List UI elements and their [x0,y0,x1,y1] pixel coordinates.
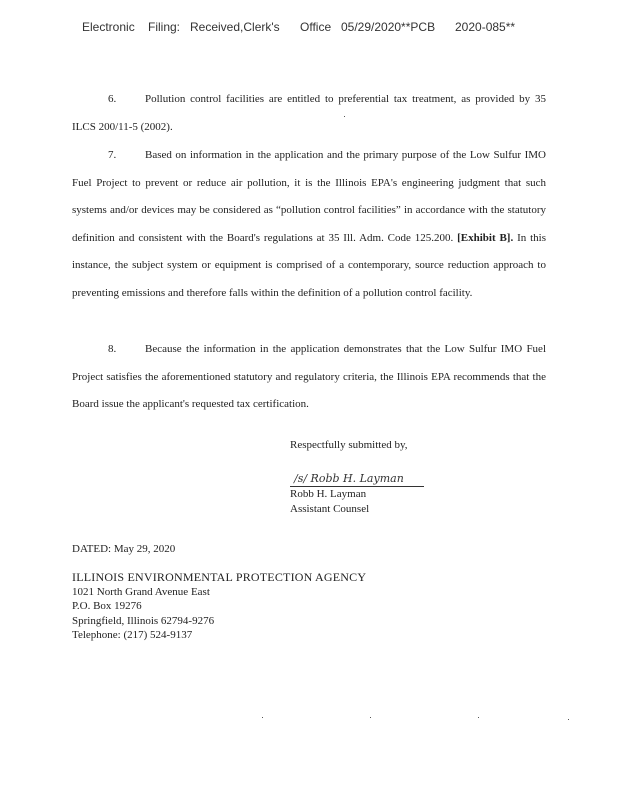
paragraph-7-number: 7. [108,149,117,161]
paragraph-8 [72,336,546,419]
scan-speck [370,717,371,718]
header-office: Office [300,20,332,34]
signatory-title: Assistant Counsel [290,502,370,515]
paragraph-7-text-a: Based on information in the application and the primary purpose of the Low Sulfur IMO Fuel Project to prevent or reduce air pollution, it is the Illinois EPA's engineering judgment that such systems and/or devices may be considered as “pollution control facilities” in accordance with the statutory definition and consistent with the Board's regulations at 35 Ill. Adm. Code 125.200. [72,149,546,244]
signature-closing: Respectfully submitted by, [290,439,408,451]
paragraph-7-text-b: In this instance, the subject system or equipment is comprised of a contemporary, source reduction approach to preventing emissions and therefore falls within the definition of a pollution control facility. [72,231,546,299]
agency-phone: Telephone: (217) 524-9137 [72,629,193,641]
paragraph-8-number: 8. [108,343,117,355]
header-received: Received,Clerk's [190,20,280,34]
agency-address-2: P.O. Box 19276 [72,600,142,612]
signature-details [290,487,369,516]
paragraph-8-text: Because the information in the application demonstrates that the Low Sulfur IMO Fuel Project satisfies the aforementioned statutory and regulatory criteria, the Illinois EPA recommends that the Board issue the applicant's requested tax certification. [72,343,546,411]
signature-script [290,470,424,486]
scan-speck [478,717,479,718]
scan-speck [344,116,345,117]
agency-name: ILLINOIS ENVIRONMENTAL PROTECTION AGENCY [72,570,367,584]
header-electronic: Electronic [82,20,135,34]
header-date-code: 05/29/2020**PCB [341,20,436,34]
signature-script-text: /s/ Robb H. Layman [294,472,404,485]
scan-speck [262,717,263,718]
paragraph-7 [72,142,546,308]
paragraph-6-text: Pollution control facilities are entitled to preferential tax treatment, as provided by 35 ILCS 200/11-5 (2002). [72,93,546,133]
paragraph-6 [72,86,546,141]
scan-speck [568,719,569,720]
agency-address-1: 1021 North Grand Avenue East [72,585,210,598]
filing-header [0,20,618,38]
signature-line [290,470,424,487]
header-case-code: 2020-085** [455,20,516,34]
exhibit-b-reference: [Exhibit B]. [457,231,514,244]
signatory-name: Robb H. Layman [290,488,367,500]
header-filing: Filing: [148,20,181,34]
paragraph-6-number: 6. [108,93,117,105]
agency-city: Springfield, Illinois 62794-9276 [72,614,215,627]
dated-line: DATED: May 29, 2020 [72,543,176,555]
agency-address-block [72,570,366,643]
